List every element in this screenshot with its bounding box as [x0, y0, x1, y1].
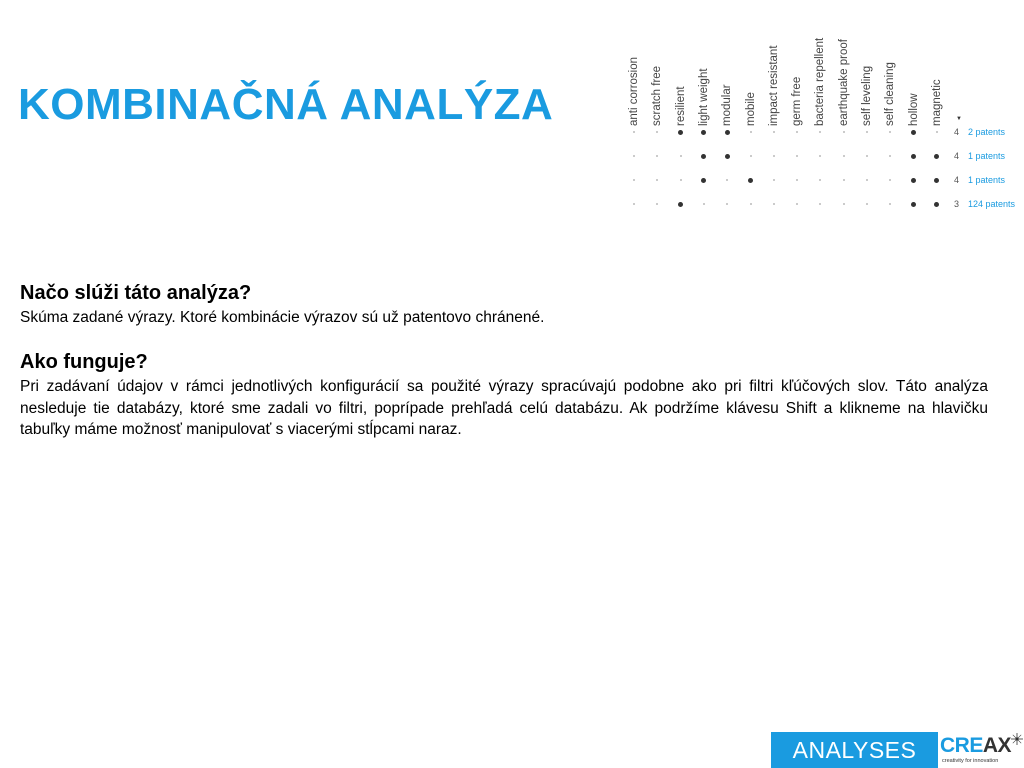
matrix-dot-active: [725, 154, 730, 159]
analyses-label: ANALYSES: [771, 732, 938, 768]
logo-tagline: creativity for innovation: [942, 758, 999, 764]
matrix-dot-empty: [889, 203, 891, 205]
matrix-dot-active: [934, 178, 939, 183]
column-header[interactable]: [767, 45, 782, 126]
matrix-dot-empty: [726, 179, 728, 181]
matrix-dot-empty: [750, 155, 752, 157]
matrix-dot-empty: [773, 203, 775, 205]
matrix-dot-empty: [680, 179, 682, 181]
matrix-dot-empty: [726, 203, 728, 205]
matrix-dot-empty: [936, 131, 938, 133]
matrix-dot-empty: [819, 203, 821, 205]
matrix-dot-active: [701, 130, 706, 135]
column-header-label: impact resistant: [767, 45, 780, 126]
matrix-dot-active: [748, 178, 753, 183]
matrix-dot-active: [678, 130, 683, 135]
matrix-dot-active: [725, 130, 730, 135]
matrix-dot-active: [911, 178, 916, 183]
matrix-dot-empty: [750, 203, 752, 205]
matrix-dot-empty: [843, 203, 845, 205]
column-header-label: resilient: [674, 86, 687, 126]
column-header-label: self cleaning: [884, 62, 897, 126]
column-header-label: self leveling: [861, 65, 873, 126]
matrix-dot-empty: [633, 131, 635, 133]
row-count: 4: [954, 175, 960, 185]
patents-link[interactable]: 2 patents: [968, 127, 1006, 137]
row-count: 3: [954, 199, 960, 209]
matrix-dot-active: [911, 154, 916, 159]
matrix-dot-active: [934, 154, 939, 159]
matrix-dot-empty: [750, 131, 752, 133]
column-header[interactable]: [884, 62, 898, 126]
column-header[interactable]: [628, 56, 642, 126]
column-header[interactable]: [907, 93, 922, 126]
column-header[interactable]: [674, 86, 689, 126]
matrix-dot-empty: [633, 179, 635, 181]
matrix-dot-empty: [819, 179, 821, 181]
matrix-dot-empty: [843, 131, 845, 133]
column-header-label: mobile: [744, 92, 757, 126]
matrix-dot-empty: [773, 131, 775, 133]
column-header-label: bacteria repellent: [814, 37, 827, 126]
matrix-dot-empty: [819, 131, 821, 133]
matrix-dot-active: [911, 202, 916, 207]
matrix-dot-empty: [866, 179, 868, 181]
matrix-dot-empty: [633, 203, 635, 205]
matrix-dot-active: [701, 154, 706, 159]
section-purpose-text: Skúma zadané výrazy. Ktoré kombinácie výrazov sú už patentovo chránené.: [20, 309, 545, 326]
matrix-dot-empty: [680, 155, 682, 157]
matrix-dot-empty: [866, 155, 868, 157]
matrix-dot-empty: [866, 203, 868, 205]
column-header-label: hollow: [907, 93, 920, 126]
page-title: KOMBINAČNÁ ANALÝZA: [18, 80, 554, 129]
matrix-dot-active: [911, 130, 916, 135]
creax-logo: [938, 732, 1024, 768]
matrix-dot-empty: [843, 155, 845, 157]
matrix-dot-empty: [819, 155, 821, 157]
matrix-dot-empty: [889, 155, 891, 157]
column-header[interactable]: [837, 39, 852, 126]
section-how: [20, 351, 988, 441]
matrix-dot-empty: [656, 131, 658, 133]
matrix-dot-empty: [796, 179, 798, 181]
column-header[interactable]: [814, 37, 828, 126]
matrix-dot-empty: [656, 155, 658, 157]
column-header[interactable]: [651, 65, 665, 126]
matrix-dot-empty: [796, 203, 798, 205]
matrix-dot-active: [934, 202, 939, 207]
section-how-heading: Ako funguje?: [20, 351, 148, 373]
row-count: 4: [954, 127, 960, 137]
column-header[interactable]: [721, 84, 735, 126]
logo-ax: AX: [982, 734, 1012, 757]
matrix-dot-empty: [773, 179, 775, 181]
matrix-dot-empty: [796, 155, 798, 157]
section-how-text: Pri zadávaní údajov v rámci jednotlivých konfigurácií sa použité výrazy spracúvajú podobne ako pri filtri kľúčových slov. Táto analýza nesleduje tie databázy, ktoré sme zadali vo filtri, poprípade prehľadá celú databázu. Ak podržíme klávesu Shift a klikneme na hlavičku tabuľky máme možnosť manipulovať s viacerými stĺpcami naraz.: [20, 378, 988, 438]
column-header-label: scratch free: [651, 65, 664, 126]
column-header-label: modular: [721, 84, 734, 126]
patents-link[interactable]: 124 patents: [968, 199, 1016, 209]
matrix-dot-empty: [703, 203, 705, 205]
footer-badge: [771, 732, 1024, 768]
column-header[interactable]: [744, 92, 759, 126]
logo-cre: CRE: [940, 734, 983, 757]
matrix-dot-empty: [796, 131, 798, 133]
matrix-dot-empty: [633, 155, 635, 157]
column-header-label: earthquake proof: [837, 39, 850, 126]
column-header-label: magnetic: [930, 79, 943, 126]
column-header[interactable]: [861, 65, 875, 126]
sort-caret-icon[interactable]: ▼: [956, 116, 962, 122]
patents-link[interactable]: 1 patents: [968, 175, 1006, 185]
matrix-dot-active: [701, 178, 706, 183]
matrix-dot-empty: [843, 179, 845, 181]
matrix-dot-empty: [889, 131, 891, 133]
matrix-dot-empty: [656, 203, 658, 205]
column-header-label: anti corrosion: [628, 56, 640, 126]
matrix-dot-empty: [866, 131, 868, 133]
patents-link[interactable]: 1 patents: [968, 151, 1006, 161]
column-header-label: germ free: [791, 76, 804, 126]
column-header[interactable]: [930, 79, 945, 126]
matrix-dot-active: [678, 202, 683, 207]
section-purpose-heading: Načo slúži táto analýza?: [20, 282, 252, 304]
row-count: 4: [954, 151, 960, 161]
logo-mark-icon: [1010, 732, 1024, 746]
matrix-dot-empty: [656, 179, 658, 181]
section-purpose: [20, 282, 988, 329]
column-header[interactable]: [791, 76, 805, 126]
matrix-dot-empty: [889, 179, 891, 181]
matrix-dot-empty: [773, 155, 775, 157]
column-header[interactable]: [697, 68, 712, 126]
column-header-label: light weight: [697, 68, 710, 126]
